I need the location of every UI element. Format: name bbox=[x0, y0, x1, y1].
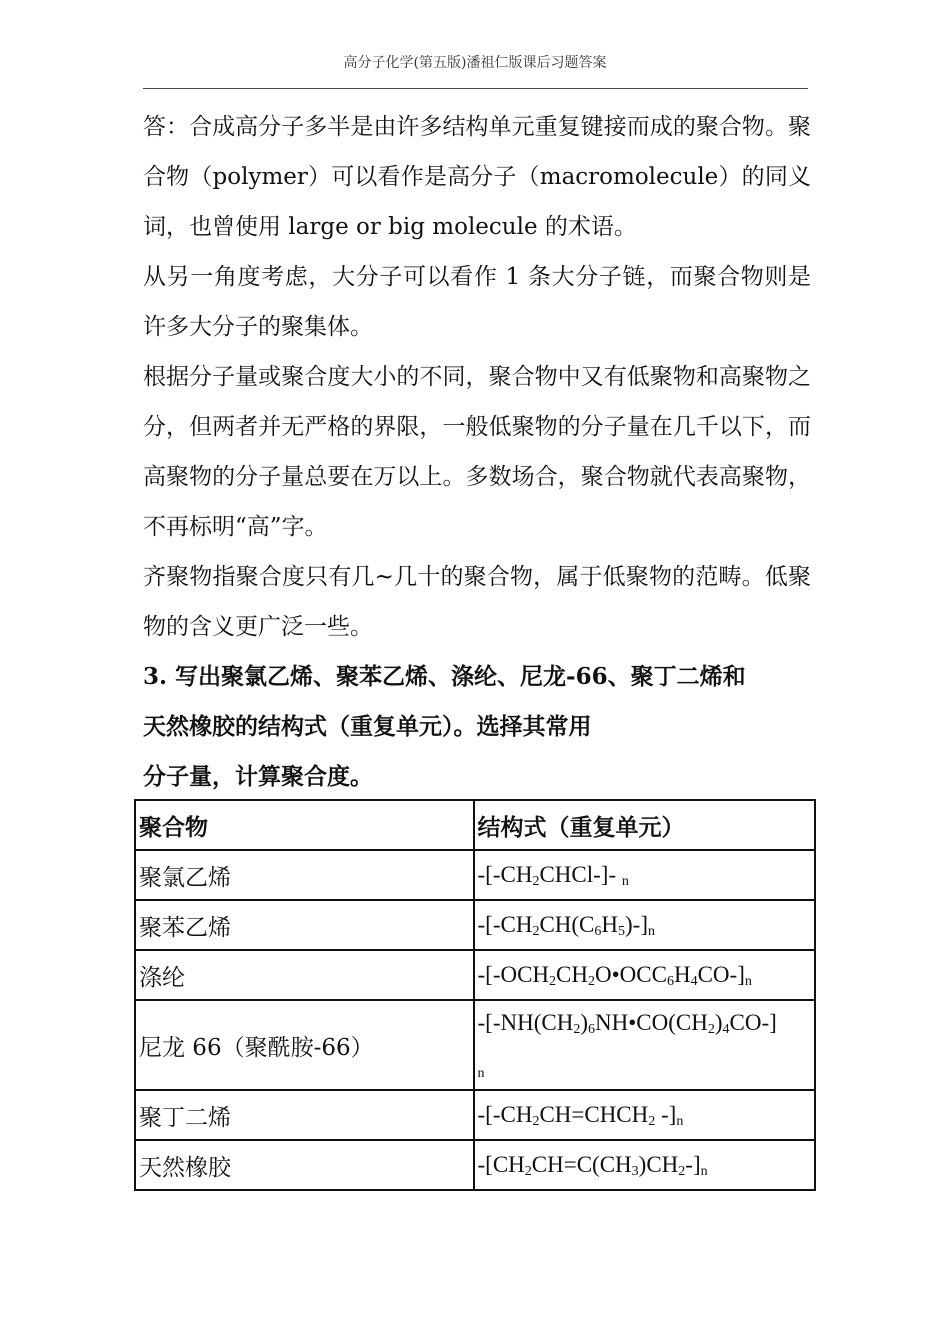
column-header-formula: 结构式（重复单元） bbox=[474, 800, 816, 850]
polymer-name: 天然橡胶 bbox=[135, 1140, 474, 1190]
answer-paragraph-1: 答：合成高分子多半是由许多结构单元重复键接而成的聚合物。聚合物（polymer）可以看作是高分子（macromolecule）的同义词，也曾使用 large or big molecule 的术语。 bbox=[143, 114, 811, 240]
header-divider bbox=[143, 88, 808, 89]
answer-paragraph-3: 根据分子量或聚合度大小的不同，聚合物中又有低聚物和高聚物之分，但两者并无严格的界限，一般低聚物的分子量在几千以下，而高聚物的分子量总要在万以上。多数场合，聚合物就代表高聚物，不再标明“高”字。 bbox=[143, 364, 811, 540]
question-3-line-2: 天然橡胶的结构式（重复单元）。选择其常用 bbox=[143, 713, 592, 740]
document-body bbox=[143, 102, 811, 802]
structure-formula: $-[-CH_2CH=CHCH_2$ $-]_n$ bbox=[474, 1090, 816, 1140]
table-row bbox=[135, 1140, 815, 1190]
answer-paragraph-2: 从另一角度考虑，大分子可以看作 1 条大分子链，而聚合物则是许多大分子的聚集体。 bbox=[143, 264, 811, 340]
table-row bbox=[135, 900, 815, 950]
structure-formula: $-[-OCH_2CH_2O•OCC_6H_4CO-]_n$ bbox=[474, 950, 816, 1000]
polymer-structure-table bbox=[134, 799, 816, 1191]
polymer-name: 聚氯乙烯 bbox=[135, 850, 474, 900]
polymer-name: 聚苯乙烯 bbox=[135, 900, 474, 950]
column-header-polymer: 聚合物 bbox=[135, 800, 474, 850]
table-row bbox=[135, 950, 815, 1000]
polymer-name: 聚丁二烯 bbox=[135, 1090, 474, 1140]
answer-paragraph-4: 齐聚物指聚合度只有几~几十的聚合物，属于低聚物的范畴。低聚物的含义更广泛一些。 bbox=[143, 564, 811, 640]
polymer-name: 尼龙 66（聚酰胺-66） bbox=[135, 1000, 474, 1090]
table-header-row bbox=[135, 800, 815, 850]
structure-formula: $-[CH_2CH=C(CH_3)CH_2-]_n$ bbox=[474, 1140, 816, 1190]
structure-formula: $-[-NH(CH_2)_6NH•CO(CH_2)_4CO-]$ $_n$ bbox=[474, 1000, 816, 1090]
table-row bbox=[135, 850, 815, 900]
structure-formula: $-[-CH_2CH(C_6H_5)-]_n$ bbox=[474, 900, 816, 950]
structure-formula: $-[-CH_2CHCl-]-$ $_n$ bbox=[474, 850, 816, 900]
table-row bbox=[135, 1000, 815, 1090]
table-row bbox=[135, 1090, 815, 1140]
question-3-line-1: 3. 写出聚氯乙烯、聚苯乙烯、涤纶、尼龙-66、聚丁二烯和 bbox=[143, 663, 746, 690]
page-header: 高分子化学(第五版)潘祖仁版课后习题答案 bbox=[343, 55, 607, 71]
polymer-name: 涤纶 bbox=[135, 950, 474, 1000]
question-3-line-3: 分子量，计算聚合度。 bbox=[143, 763, 373, 790]
